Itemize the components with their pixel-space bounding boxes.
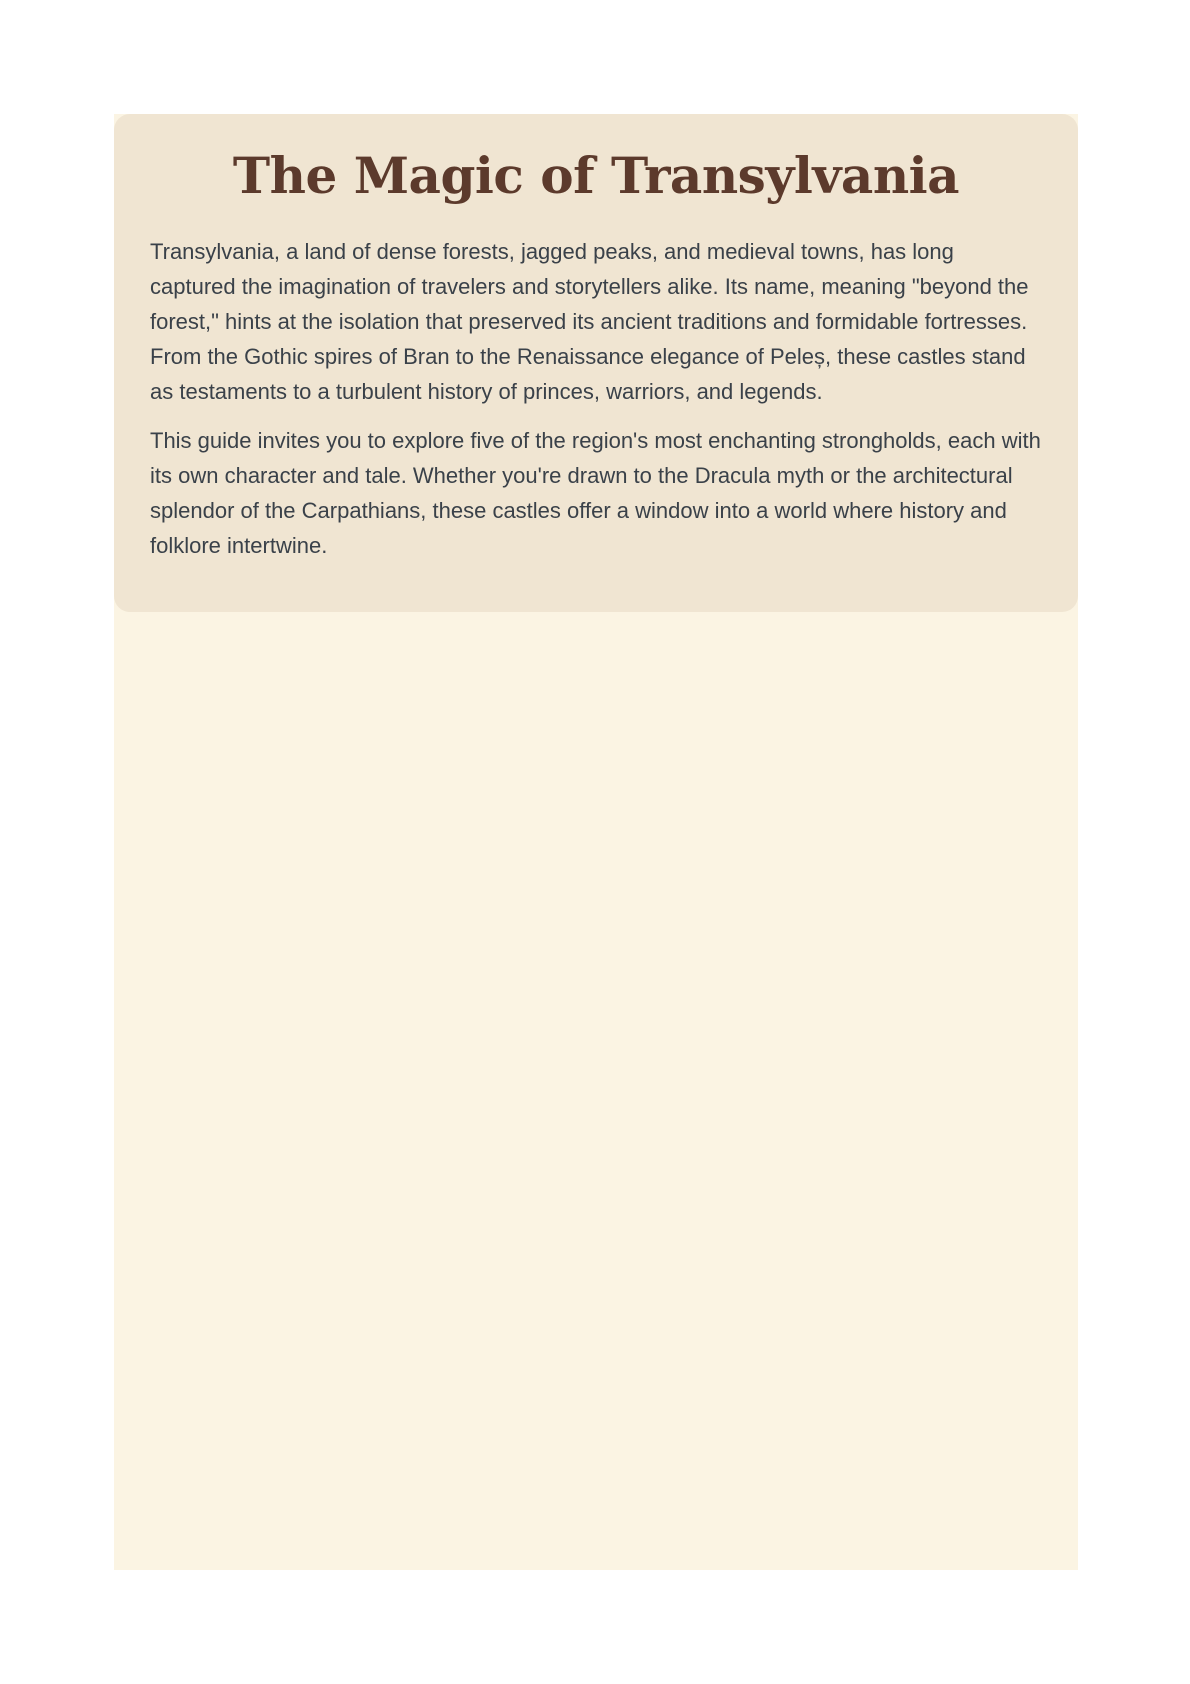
intro-card — [114, 114, 1078, 612]
document-page — [114, 114, 1078, 1570]
intro-paragraph-1: Transylvania, a land of dense forests, jagged peaks, and medieval towns, has long captured the imagination of travelers and storytellers alike. Its name, meaning "beyond the forest," hints at the isolation that preserved its ancient traditions and formidable fortresses. From the Gothic spires of Bran to the Renaissance elegance of Peleș, these castles stand as testaments to a turbulent history of princes, warriors, and legends. — [150, 239, 1029, 404]
intro-paragraph-2: This guide invites you to explore five of the region's most enchanting strongholds, each with its own character and tale. Whether you're drawn to the Dracula myth or the architectural splendor of the Carpathians, these castles offer a window into a world where history and folklore intertwine. — [150, 428, 1041, 558]
page-title: The Magic of Transylvania — [232, 146, 960, 205]
